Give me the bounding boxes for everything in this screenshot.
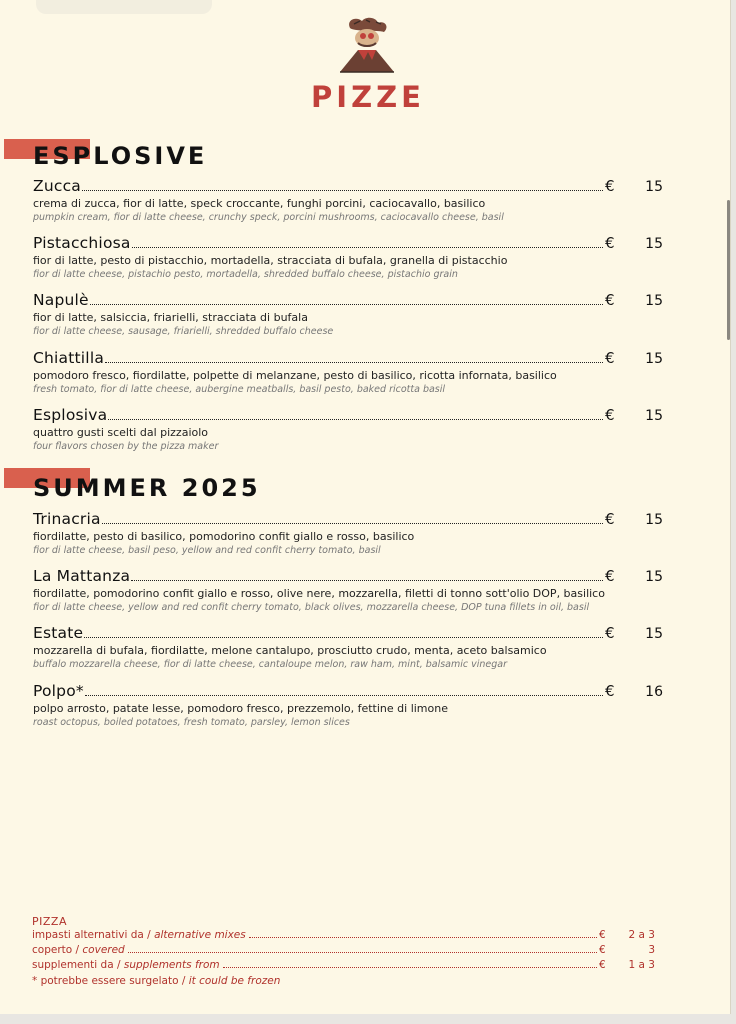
item-price: 15: [645, 408, 663, 424]
item-price: 15: [645, 626, 663, 642]
item-name: La Mattanza: [33, 567, 131, 585]
currency-symbol: €: [605, 567, 615, 585]
leader-dots: [128, 952, 597, 953]
section-title-summer: SUMMER 2025: [33, 474, 261, 502]
page-title: PIZZE: [311, 80, 425, 114]
footer-row: [32, 944, 655, 959]
menu-item: [33, 234, 663, 282]
menu-item: [33, 682, 663, 730]
leader-dots: [249, 937, 597, 938]
menu-item: [33, 406, 663, 454]
item-ingredients-it: quattro gusti scelti dal pizzaiolo: [33, 426, 209, 439]
item-ingredients-it: fior di latte, salsiccia, friarielli, stracciata di bufala: [33, 311, 308, 324]
currency-symbol: €: [599, 944, 606, 956]
frozen-note: [32, 974, 655, 989]
item-ingredients-en: fresh tomato, fior di latte cheese, aubergine meatballs, basil pesto, baked ricotta basil: [33, 384, 446, 395]
footer-value: 1 a 3: [628, 959, 655, 971]
leader-dots: [85, 694, 603, 696]
currency-symbol: €: [605, 234, 615, 252]
leader-dots: [223, 967, 597, 968]
menu-item: [33, 510, 663, 558]
currency-symbol: €: [605, 406, 615, 424]
footer-row: [32, 929, 655, 944]
footer-label-en: alternative mixes: [154, 929, 246, 941]
item-name: Polpo*: [33, 682, 84, 700]
item-ingredients-it: mozzarella di bufala, fiordilatte, melone cantalupo, prosciutto crudo, menta, aceto balsamico: [33, 644, 547, 657]
leader-dots: [84, 636, 603, 638]
item-name: Esplosiva: [33, 406, 108, 424]
footer-label-en: supplements from: [123, 959, 220, 971]
item-ingredients-en: pumpkin cream, fior di latte cheese, crunchy speck, porcini mushrooms, caciocavallo cheese, basil: [33, 212, 504, 223]
volcano-chef-logo-icon: [336, 16, 396, 74]
item-price: 15: [645, 512, 663, 528]
item-name: Trinacria: [33, 510, 101, 528]
currency-symbol: €: [605, 349, 615, 367]
item-name: Napulè: [33, 291, 89, 309]
note-en: it could be frozen: [188, 975, 281, 987]
currency-symbol: €: [605, 682, 615, 700]
item-ingredients-it: fiordilatte, pesto di basilico, pomodorino confit giallo e rosso, basilico: [33, 530, 415, 543]
menu-item: [33, 624, 663, 672]
footer-value: 2 a 3: [628, 929, 655, 941]
item-name: Chiattilla: [33, 349, 105, 367]
leader-dots: [132, 246, 603, 248]
leader-dots: [131, 579, 603, 581]
leader-dots: [105, 361, 603, 363]
leader-dots: [90, 303, 603, 305]
item-ingredients-it: fiordilatte, pomodorino confit giallo e rosso, olive nere, mozzarella, filetti di tonno sott'olio DOP, basilico: [33, 587, 605, 600]
footer-label-it: coperto /: [32, 944, 83, 956]
item-price: 15: [645, 236, 663, 252]
vertical-scrollbar[interactable]: [727, 200, 730, 340]
item-price: 16: [645, 684, 663, 700]
footer-heading: PIZZA: [32, 915, 67, 928]
item-ingredients-it: fior di latte, pesto di pistacchio, mortadella, stracciata di bufala, granella di pistacchio: [33, 254, 508, 267]
footer-notes: [32, 914, 655, 989]
item-name: Estate: [33, 624, 84, 642]
item-ingredients-en: fior di latte cheese, pistachio pesto, mortadella, shredded buffalo cheese, pistachio grain: [33, 269, 458, 280]
item-price: 15: [645, 179, 663, 195]
footer-label-it: supplementi da /: [32, 959, 124, 971]
menu-item: [33, 567, 663, 615]
item-ingredients-en: four flavors chosen by the pizza maker: [33, 441, 219, 452]
footer-row: [32, 959, 655, 974]
item-ingredients-it: crema di zucca, fior di latte, speck croccante, funghi porcini, caciocavallo, basilico: [33, 197, 486, 210]
menu-item: [33, 177, 663, 225]
item-ingredients-it: pomodoro fresco, fiordilatte, polpette di melanzane, pesto di basilico, ricotta infornata, basilico: [33, 369, 557, 382]
currency-symbol: €: [599, 959, 606, 971]
currency-symbol: €: [605, 291, 615, 309]
top-toolbar: [36, 0, 212, 14]
currency-symbol: €: [605, 177, 615, 195]
item-ingredients-en: fior di latte cheese, yellow and red confit cherry tomato, black olives, mozzarella cheese, DOP tuna fillets in oil, basil: [33, 602, 590, 613]
item-ingredients-it: polpo arrosto, patate lesse, pomodoro fresco, prezzemolo, fettine di limone: [33, 702, 448, 715]
leader-dots: [102, 522, 603, 524]
menu-item: [33, 291, 663, 339]
leader-dots: [108, 418, 603, 420]
item-ingredients-en: fior di latte cheese, sausage, friarielli, shredded buffalo cheese: [33, 326, 334, 337]
currency-symbol: €: [605, 624, 615, 642]
item-price: 15: [645, 569, 663, 585]
currency-symbol: €: [599, 929, 606, 941]
item-ingredients-en: fior di latte cheese, basil peso, yellow and red confit cherry tomato, basil: [33, 545, 381, 556]
footer-value: 3: [648, 944, 655, 956]
item-price: 15: [645, 293, 663, 309]
item-ingredients-en: buffalo mozzarella cheese, fior di latte cheese, cantaloupe melon, raw ham, mint, balsamic vinegar: [33, 659, 508, 670]
footer-label-en: covered: [82, 944, 125, 956]
section-title-esplosive: ESPLOSIVE: [33, 142, 208, 170]
currency-symbol: €: [605, 510, 615, 528]
item-name: Pistacchiosa: [33, 234, 131, 252]
menu-item: [33, 349, 663, 397]
item-name: Zucca: [33, 177, 81, 195]
note-it: * potrebbe essere surgelato /: [32, 975, 189, 987]
footer-label-it: impasti alternativi da /: [32, 929, 155, 941]
item-ingredients-en: roast octopus, boiled potatoes, fresh tomato, parsley, lemon slices: [33, 717, 350, 728]
leader-dots: [82, 189, 603, 191]
item-price: 15: [645, 351, 663, 367]
